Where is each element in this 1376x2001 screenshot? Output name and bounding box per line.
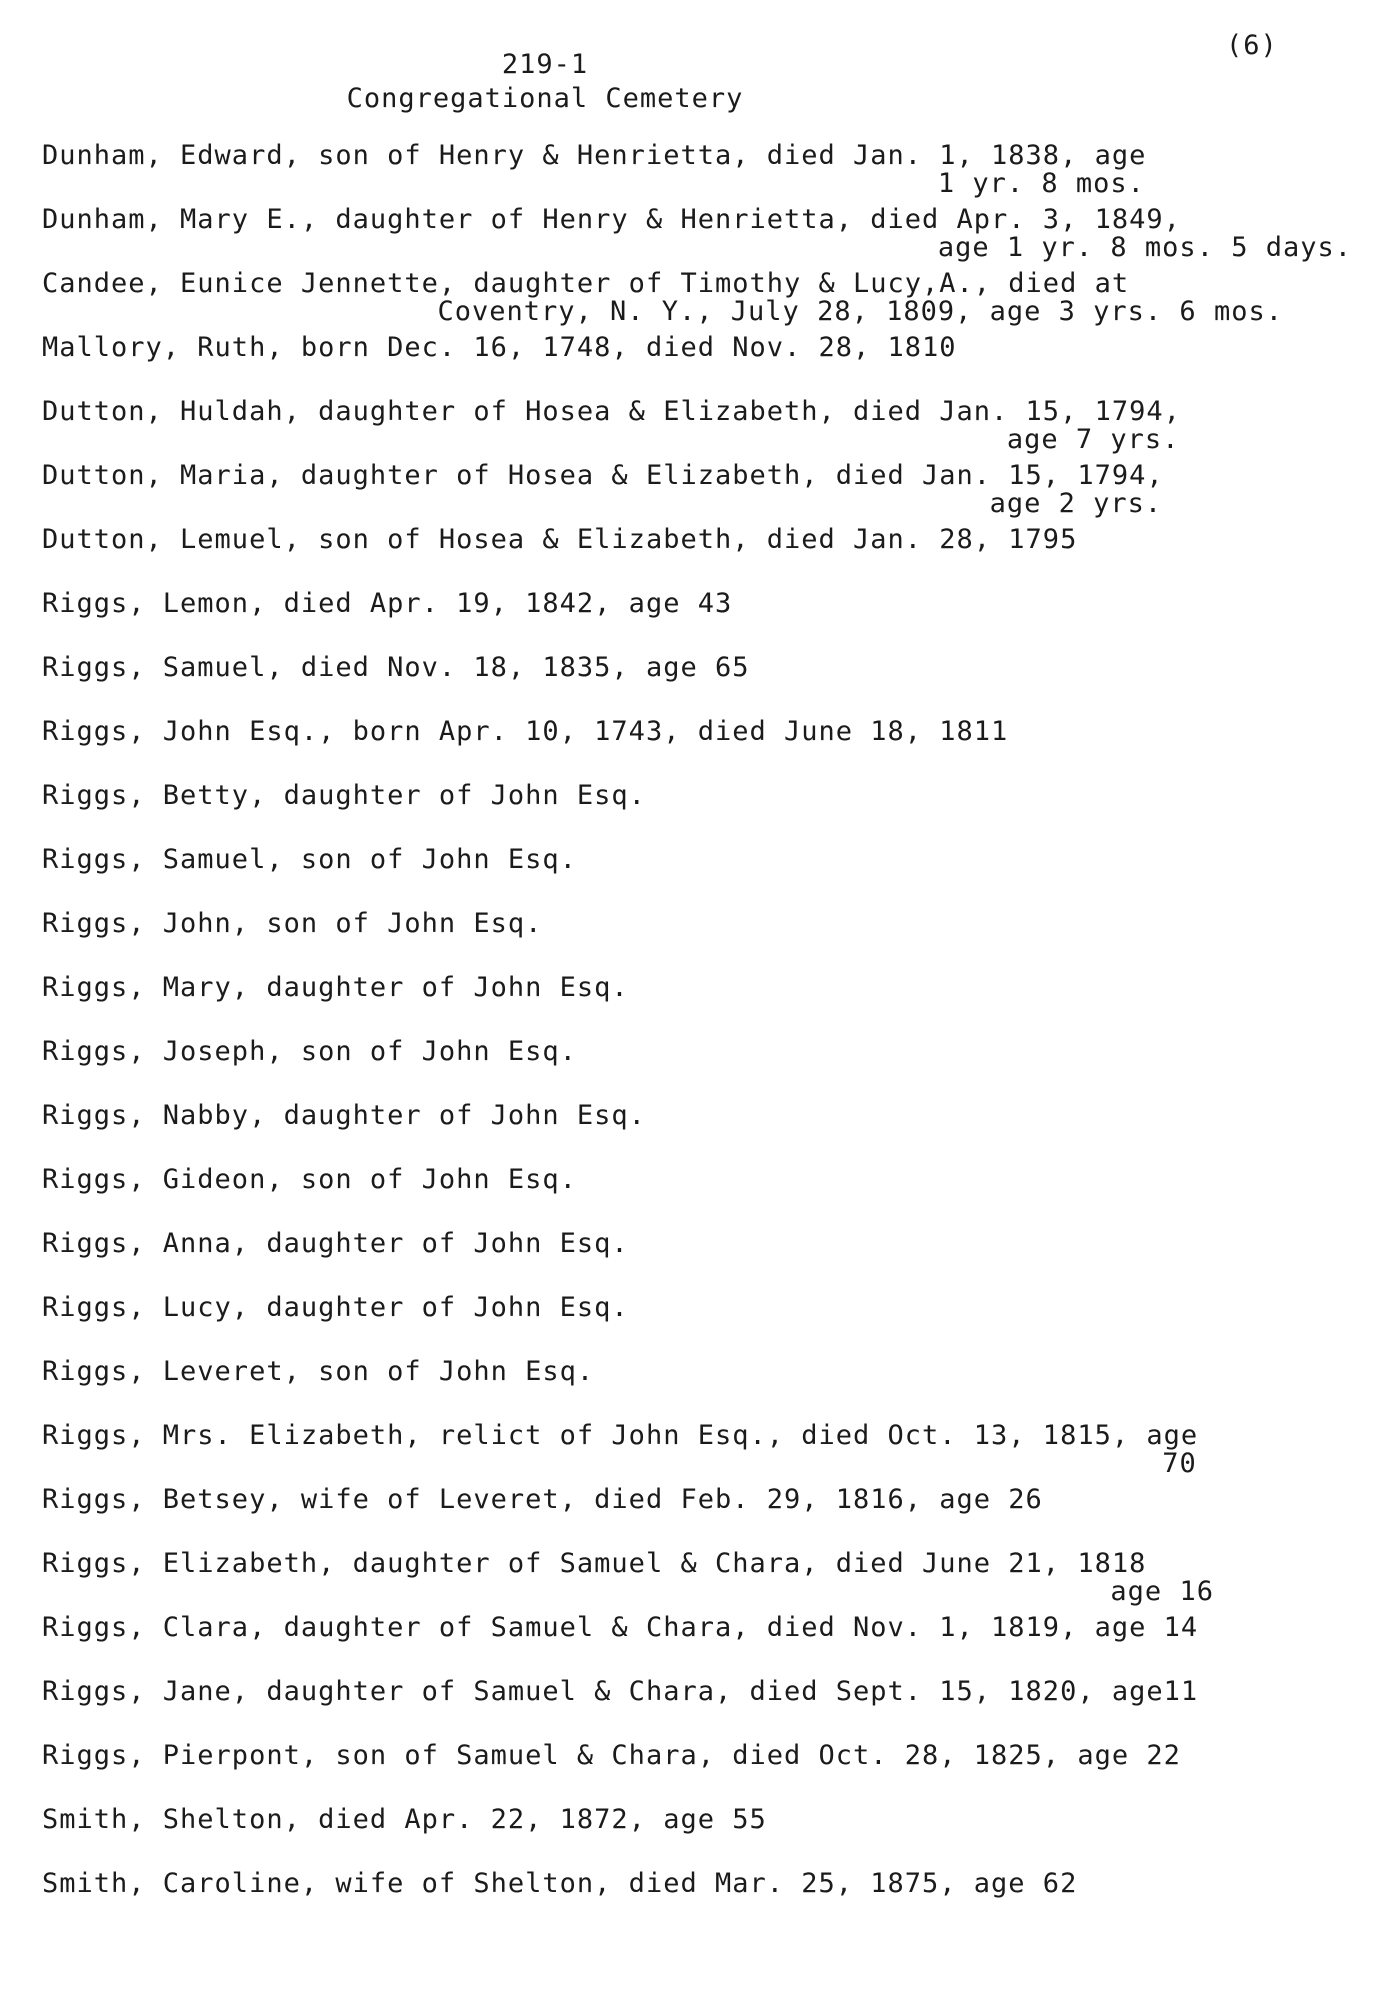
entry-text: Riggs, Clara, daughter of Samuel & Chara, died Nov. 1, 1819, age 14 <box>42 1612 1199 1643</box>
entry-continuation: age 7 yrs. <box>1006 424 1352 455</box>
entry-text: Riggs, Leveret, son of John Esq. <box>42 1356 595 1387</box>
list-item <box>22 268 1352 332</box>
page-number: (6) <box>1226 30 1278 61</box>
list-item <box>22 908 1352 972</box>
list-item <box>22 972 1352 1036</box>
entry-text: Riggs, Nabby, daughter of John Esq. <box>42 1100 646 1131</box>
document-header <box>0 48 1090 116</box>
list-item <box>22 1740 1352 1804</box>
entry-text: Dutton, Huldah, daughter of Hosea & Elizabeth, died Jan. 15, 1794, <box>42 396 1181 427</box>
list-item <box>22 1100 1352 1164</box>
entry-text: Riggs, Jane, daughter of Samuel & Chara, died Sept. 15, 1820, age11 <box>42 1676 1199 1707</box>
entry-text: Mallory, Ruth, born Dec. 16, 1748, died Nov. 28, 1810 <box>42 332 957 363</box>
entry-text: Riggs, John, son of John Esq. <box>42 908 543 939</box>
entry-text: Riggs, Samuel, died Nov. 18, 1835, age 65 <box>42 652 750 683</box>
list-item <box>22 1804 1352 1868</box>
entry-text: Smith, Caroline, wife of Shelton, died Mar. 25, 1875, age 62 <box>42 1868 1078 1899</box>
burial-list <box>22 140 1352 1932</box>
entry-text: Riggs, John Esq., born Apr. 10, 1743, died June 18, 1811 <box>42 716 1009 747</box>
entry-text: Riggs, Mrs. Elizabeth, relict of John Esq., died Oct. 13, 1815, age <box>42 1420 1199 1451</box>
list-item <box>22 1548 1352 1612</box>
entry-continuation: age 16 <box>1110 1576 1352 1607</box>
entry-text: Riggs, Anna, daughter of John Esq. <box>42 1228 629 1259</box>
list-item <box>22 1292 1352 1356</box>
entry-continuation: 70 <box>1162 1448 1352 1479</box>
entry-continuation: 1 yr. 8 mos. <box>937 168 1352 199</box>
list-item <box>22 716 1352 780</box>
entry-text: Riggs, Mary, daughter of John Esq. <box>42 972 629 1003</box>
entry-text: Riggs, Betsey, wife of Leveret, died Feb. 29, 1816, age 26 <box>42 1484 1043 1515</box>
list-item <box>22 588 1352 652</box>
entry-text: Riggs, Gideon, son of John Esq. <box>42 1164 577 1195</box>
entry-text: Smith, Shelton, died Apr. 22, 1872, age 55 <box>42 1804 767 1835</box>
list-item <box>22 1868 1352 1932</box>
entry-text: Riggs, Elizabeth, daughter of Samuel & Chara, died June 21, 1818 <box>42 1548 1147 1579</box>
list-item <box>22 396 1352 460</box>
entry-text: Dunham, Edward, son of Henry & Henrietta, died Jan. 1, 1838, age <box>42 140 1147 171</box>
list-item <box>22 652 1352 716</box>
list-item <box>22 780 1352 844</box>
entry-text: Dunham, Mary E., daughter of Henry & Henrietta, died Apr. 3, 1849, <box>42 204 1181 235</box>
list-item <box>22 1676 1352 1740</box>
list-item <box>22 844 1352 908</box>
list-item <box>22 204 1352 268</box>
list-item <box>22 524 1352 588</box>
list-item <box>22 1036 1352 1100</box>
entry-text: Riggs, Pierpont, son of Samuel & Chara, died Oct. 28, 1825, age 22 <box>42 1740 1181 1771</box>
list-item <box>22 1420 1352 1484</box>
entry-text: Riggs, Lucy, daughter of John Esq. <box>42 1292 629 1323</box>
entry-text: Dutton, Lemuel, son of Hosea & Elizabeth, died Jan. 28, 1795 <box>42 524 1078 555</box>
entry-text: Riggs, Betty, daughter of John Esq. <box>42 780 646 811</box>
entry-text: Riggs, Samuel, son of John Esq. <box>42 844 577 875</box>
list-item <box>22 1612 1352 1676</box>
record-code: 219-1 <box>501 49 589 80</box>
entry-text: Dutton, Maria, daughter of Hosea & Elizabeth, died Jan. 15, 1794, <box>42 460 1164 491</box>
list-item <box>22 1356 1352 1420</box>
list-item <box>22 460 1352 524</box>
list-item <box>22 332 1352 396</box>
entry-continuation: age 2 yrs. <box>989 488 1352 519</box>
list-item <box>22 1228 1352 1292</box>
list-item <box>22 1484 1352 1548</box>
list-item <box>22 1164 1352 1228</box>
list-item <box>22 140 1352 204</box>
entry-continuation: age 1 yr. 8 mos. 5 days. <box>937 232 1352 263</box>
entry-text: Riggs, Lemon, died Apr. 19, 1842, age 43 <box>42 588 733 619</box>
entry-text: Riggs, Joseph, son of John Esq. <box>42 1036 577 1067</box>
entry-text: Candee, Eunice Jennette, daughter of Timothy & Lucy,A., died at <box>42 268 1130 299</box>
entry-continuation: Coventry, N. Y., July 28, 1809, age 3 yrs. 6 mos. <box>437 296 1352 327</box>
cemetery-title: Congregational Cemetery <box>346 83 744 114</box>
